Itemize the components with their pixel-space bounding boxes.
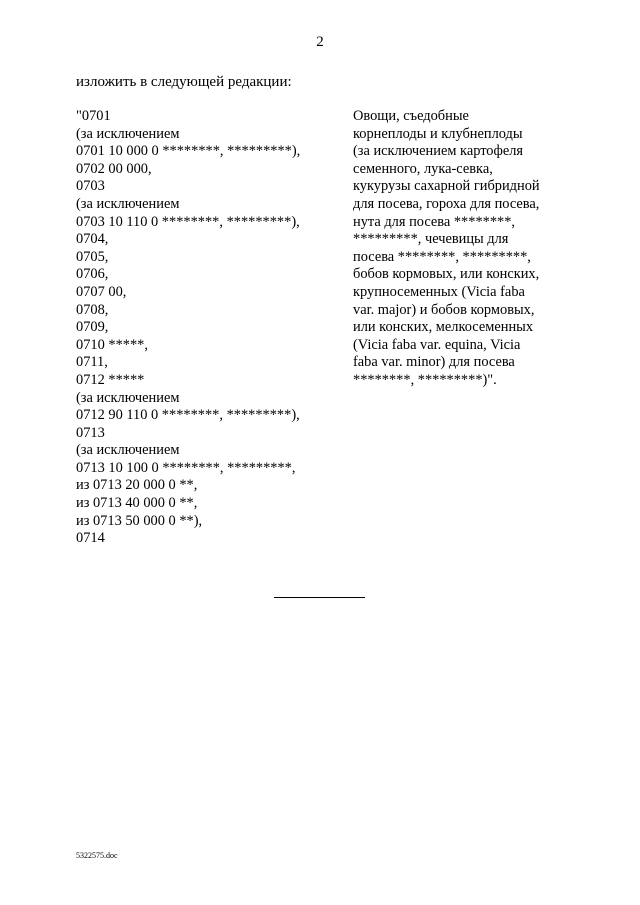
code-line: 0713 10 100 0 ********, *********, [76, 459, 296, 476]
code-line: (за исключением [76, 195, 180, 212]
description-line: посева ********, *********, [353, 248, 531, 265]
description-line: *********, чечевицы для [353, 231, 509, 248]
description-line: семенного, лука-севка, [353, 160, 493, 177]
code-line: 0712 ***** [76, 371, 145, 388]
footer-filename: 5322575.doc [76, 851, 118, 860]
description-line: (Vicia faba var. equina, Vicia [353, 336, 521, 353]
description-line: для посева, гороха для посева, [353, 195, 540, 212]
code-line: 0703 [76, 178, 105, 195]
code-line: из 0713 40 000 0 **, [76, 495, 198, 512]
code-line: 0704, [76, 231, 109, 248]
code-line: (за исключением [76, 389, 180, 406]
description-line: faba var. minor) для посева [353, 354, 515, 371]
description-column [353, 108, 568, 390]
code-line: из 0713 50 000 0 **), [76, 512, 203, 529]
description-line: или конских, мелкосеменных [353, 319, 534, 336]
code-line: "0701 [76, 108, 111, 124]
description-line: нута для посева ********, [353, 213, 516, 230]
code-line: 0714 [76, 530, 105, 547]
code-line: из 0713 20 000 0 **, [76, 477, 198, 494]
code-line: 0705, [76, 248, 109, 265]
page-number: 2 [316, 34, 324, 50]
description-line: Овощи, съедобные [353, 108, 469, 124]
code-line: 0709, [76, 319, 109, 336]
code-line: 0711, [76, 354, 108, 371]
codes-column [76, 108, 336, 548]
code-line: 0702 00 000, [76, 160, 152, 177]
description-line: var. major) и бобов кормовых, [353, 301, 535, 318]
description-line: ********, *********)". [353, 371, 497, 388]
code-line: 0708, [76, 301, 109, 318]
code-line: 0707 00, [76, 283, 127, 300]
code-line: (за исключением [76, 125, 180, 142]
code-line: 0706, [76, 266, 109, 283]
description-line: (за исключением картофеля [353, 143, 524, 160]
separator-line [274, 597, 365, 598]
description-line: кукурузы сахарной гибридной [353, 178, 540, 195]
code-line: 0712 90 110 0 ********, *********), [76, 407, 300, 424]
code-line: (за исключением [76, 442, 180, 459]
intro-text: изложить в следующей редакции: [76, 74, 292, 90]
code-line: 0713 [76, 424, 105, 441]
description-line: крупносеменных (Vicia faba [353, 283, 525, 300]
description-line: корнеплоды и клубнеплоды [353, 125, 523, 142]
code-line: 0703 10 110 0 ********, *********), [76, 213, 300, 230]
description-line: бобов кормовых, или конских, [353, 266, 540, 283]
code-line: 0710 *****, [76, 336, 148, 353]
code-line: 0701 10 000 0 ********, *********), [76, 143, 301, 160]
